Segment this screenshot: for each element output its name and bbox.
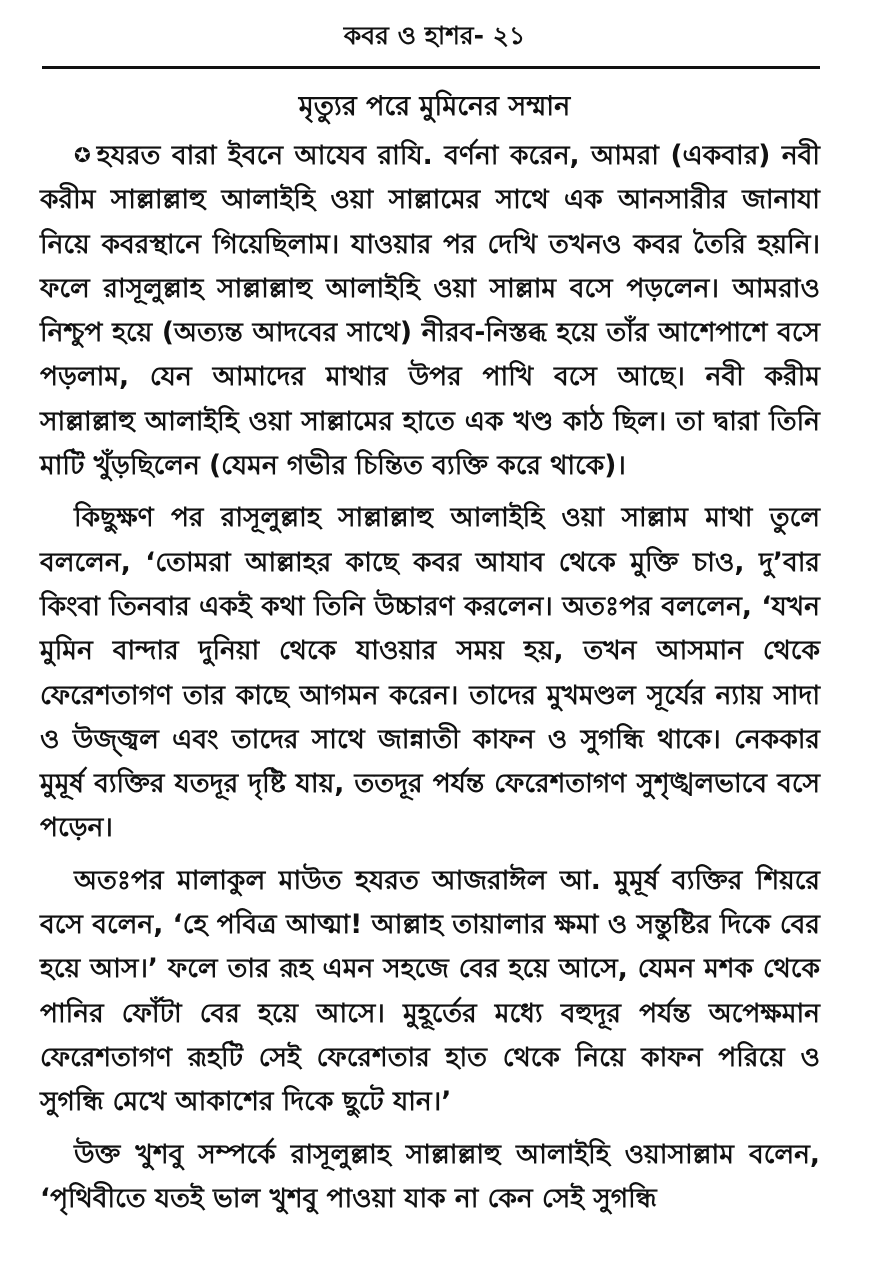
paragraph-3: অতঃপর মালাকুল মাউত হযরত আজরাঈল আ. মুমূর্ষ ব্যক্তির শিয়রে বসে বলেন, ‘হে পবিত্র আত্মা! আল্লাহ তায়ালার ক্ষমা ও সন্তুষ্টির দিকে বের হয়ে আস।’ ফলে তার রূহ এমন সহজে বের হয়ে আসে, যেমন মশক থেকে পানির ফোঁটা বের হয়ে আসে। মুহূর্তের মধ্যে বহুদূর পর্যন্ত অপেক্ষমান ফেরেশতাগণ রূহটি সেই ফেরেশতার হাত থেকে নিয়ে কাফন পরিয়ে ও সুগন্ধি মেখে আকাশের দিকে ছুটে যান।’ [40,864,820,1118]
paragraph-2: কিছুক্ষণ পর রাসূলুল্লাহ সাল্লাল্লাহু আলাইহি ওয়া সাল্লাম মাথা তুলে বললেন, ‘তোমরা আল্লাহর কাছে কবর আযাব থেকে মুক্তি চাও, দু’বার কিংবা তিনবার একই কথা তিনি উচ্চারণ করলেন। অতঃপর বললেন, ‘যখন মুমিন বান্দার দুনিয়া থেকে যাওয়ার সময় হয়, তখন আসমান থেকে ফেরেশতাগণ তার কাছে আগমন করেন। তাদের মুখমণ্ডল সূর্যের ন্যায় সাদা ও উজ্জ্বল এবং তাদের সাথে জান্নাতী কাফন ও সুগন্ধি থাকে। নেককার মুমূর্ষ ব্যক্তির যতদূর দৃষ্টি যায়, ততদূর পর্যন্ত ফেরেশতাগণ সুশৃঙ্খলভাবে বসে পড়েন। [40,502,820,844]
chapter-title: মৃত্যুর পরে মুমিনের সম্মান [298,91,571,122]
body-text [40,133,820,1221]
star-bullet-icon: ✪ [74,143,91,167]
paragraph-4: উক্ত খুশবু সম্পর্কে রাসূলুল্লাহ সাল্লাল্লাহু আলাইহি ওয়াসাল্লাম বলেন, ‘পৃথিবীতে যতই ভাল খুশবু পাওয়া যাক না কেন সেই সুগন্ধি [40,1138,820,1214]
paragraph-1 [40,133,820,488]
paragraph-1-text: হযরত বারা ইবনে আযেব রাযি. বর্ণনা করেন, আমরা (একবার) নবী করীম সাল্লাল্লাহু আলাইহি ওয়া সাল্লামের সাথে এক আনসারীর জানাযা নিয়ে কবরস্থানে গিয়েছিলাম। যাওয়ার পর দেখি তখনও কবর তৈরি হয়নি। ফলে রাসূলুল্লাহ সাল্লাল্লাহু আলাইহি ওয়া সাল্লাম বসে পড়লেন। আমরাও নিশ্চুপ হয়ে (অত্যন্ত আদবের সাথে) নীরব-নিস্তব্ধ হয়ে তাঁর আশেপাশে বসে পড়লাম, যেন আমাদের মাথার উপর পাখি বসে আছে। নবী করীম সাল্লাল্লাহু আলাইহি ওয়া সাল্লামের হাতে এক খণ্ড কাঠ ছিল। তা দ্বারা তিনি মাটি খুঁড়ছিলেন (যেমন গভীর চিন্তিত ব্যক্তি করে থাকে)। [40,140,820,482]
running-head: কবর ও হাশর- ২১ [343,21,526,50]
header-rule [42,66,820,69]
